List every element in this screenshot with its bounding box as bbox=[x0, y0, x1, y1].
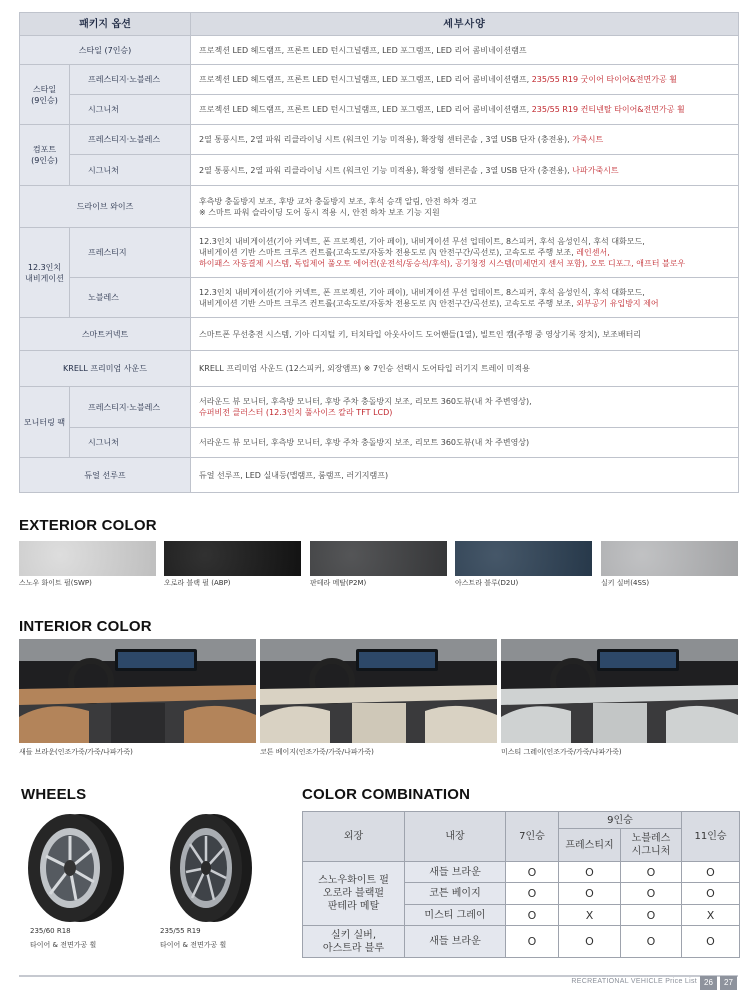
combo-mark: O bbox=[506, 926, 559, 958]
combo-mark: O bbox=[621, 926, 682, 958]
interior-image-misty-gray bbox=[501, 639, 738, 743]
wheel-18-size: 235/60 R18 bbox=[30, 927, 71, 935]
interior-image-cotton-beige bbox=[260, 639, 497, 743]
row-sunroof-detail: 듀얼 선루프, LED 실내등(맵램프, 룸램프, 러기지램프) bbox=[191, 458, 739, 493]
combo-mark: O bbox=[682, 883, 740, 905]
row-sunroof-label: 듀얼 선루프 bbox=[20, 458, 191, 493]
page-number-left: 26 bbox=[700, 976, 717, 990]
combo-mark: O bbox=[506, 905, 559, 926]
combo-header-prestige: 프레스티지 bbox=[559, 829, 621, 862]
interior-color-title: INTERIOR COLOR bbox=[19, 618, 152, 635]
combo-mark: O bbox=[559, 883, 621, 905]
row-monitor-sig-detail: 서라운드 뷰 모니터, 후측방 모니터, 후방 주차 충돌방지 보조, 리모트 360도뷰(내 차 주변영상) bbox=[191, 428, 739, 458]
row-monitor-pres-detail: 서라운드 뷰 모니터, 후측방 모니터, 후방 주차 충돌방지 보조, 리모트 360도뷰(내 차 주변영상), 슈퍼비전 클러스터 (12.3인치 풀사이즈 칼라 TFT LCD) bbox=[191, 387, 739, 428]
combo-header-noblesse-signature: 노블레스 시그니처 bbox=[621, 829, 682, 862]
swatch-snow-white-pearl bbox=[19, 541, 156, 576]
package-options-table bbox=[19, 12, 738, 493]
color-combination-table bbox=[302, 811, 740, 958]
row-style-9-pres-detail: 프로젝션 LED 헤드램프, 프론트 LED 턴시그널램프, LED 포그램프, LED 리어 콤비네이션램프, 235/55 R19 굿이어 타이어&전면가공 휠 bbox=[191, 65, 739, 95]
combo-interior: 코튼 베이지 bbox=[405, 883, 506, 905]
row-navi-nob-detail: 12.3인치 내비게이션(기아 커넥트, 폰 프로젝션, 기아 페이), 내비게이션 무선 업데이트, 8스피커, 후석 음성인식, 후석 대화모드, 내비게이션 기반 스마트 크루즈 컨트롤(고속도로/자동차 전용도로 內 안전구간/곡선로), 고속도로 주행 보조, 외부공기 유입방지 제어 bbox=[191, 278, 739, 318]
row-monitor-sig-label: 시그니처 bbox=[70, 428, 191, 458]
wheel-19-desc: 타이어 & 전면가공 휠 bbox=[160, 941, 227, 949]
row-drivewise-detail: 후측방 충돌방지 보조, 후방 교차 충돌방지 보조, 후석 승객 알림, 안전 하차 경고 ※ 스마트 파워 슬라이딩 도어 동시 적용 시, 안전 하차 보조 기능 지원 bbox=[191, 186, 739, 228]
combo-mark: O bbox=[621, 862, 682, 883]
combo-interior: 새들 브라운 bbox=[405, 862, 506, 883]
interior-label: 코튼 베이지(인조가죽/가죽/나파가죽) bbox=[260, 748, 374, 756]
combo-exterior-group-1: 스노우화이트 펄 오로라 블랙펄 판테라 메탈 bbox=[303, 862, 405, 926]
combo-header-9seat: 9인승 bbox=[559, 812, 682, 829]
combo-mark: O bbox=[621, 883, 682, 905]
wheel-19-size: 235/55 R19 bbox=[160, 927, 201, 935]
row-smartconnect-label: 스마트커넥트 bbox=[20, 318, 191, 351]
combo-mark: O bbox=[559, 862, 621, 883]
combo-header-interior: 내장 bbox=[405, 812, 506, 862]
combo-mark: O bbox=[559, 926, 621, 958]
row-style-7-detail: 프로젝션 LED 헤드램프, 프론트 LED 턴시그널램프, LED 포그램프, LED 리어 콤비네이션램프 bbox=[191, 36, 739, 65]
row-krell-label: KRELL 프리미엄 사운드 bbox=[20, 351, 191, 387]
row-style-9-sig-label: 시그니처 bbox=[70, 95, 191, 125]
row-style-9-pres-label: 프레스티지·노블레스 bbox=[70, 65, 191, 95]
combo-mark: X bbox=[682, 905, 740, 926]
interior-label: 새들 브라운(인조가죽/가죽/나파가죽) bbox=[19, 748, 133, 756]
combo-header-11seat: 11인승 bbox=[682, 812, 740, 862]
footer-title: RECREATIONAL VEHICLE Price List bbox=[571, 978, 697, 985]
row-smartconnect-detail: 스마트폰 무선충전 시스템, 기아 디지털 키, 터치타입 아웃사이드 도어핸들(1열), 빌트인 캠(주행 중 영상기록 장치), 보조배터리 bbox=[191, 318, 739, 351]
row-style-7-label: 스타일 (7인승) bbox=[20, 36, 191, 65]
row-monitor-pres-label: 프레스티지·노블레스 bbox=[70, 387, 191, 428]
page-number-right: 27 bbox=[720, 976, 737, 990]
combo-header-exterior: 외장 bbox=[303, 812, 405, 862]
combo-interior: 새들 브라운 bbox=[405, 926, 506, 958]
combo-mark: O bbox=[506, 883, 559, 905]
combo-header-7seat: 7인승 bbox=[506, 812, 559, 862]
row-comfort-9-pres-label: 프레스티지·노블레스 bbox=[70, 125, 191, 155]
row-navi-label: 12.3인치 내비게이션 bbox=[20, 228, 70, 318]
combo-mark: O bbox=[506, 862, 559, 883]
exterior-color-title: EXTERIOR COLOR bbox=[19, 517, 157, 534]
interior-image-saddle-brown bbox=[19, 639, 256, 743]
swatch-label: 오로라 블랙 펄 (ABP) bbox=[164, 579, 231, 587]
combo-mark: O bbox=[621, 905, 682, 926]
combo-exterior-group-2: 실키 실버, 아스트라 블루 bbox=[303, 926, 405, 958]
swatch-label: 아스트라 블루(D2U) bbox=[455, 579, 519, 587]
wheel-18-desc: 타이어 & 전면가공 휠 bbox=[30, 941, 97, 949]
swatch-astra-blue bbox=[455, 541, 592, 576]
swatch-silky-silver bbox=[601, 541, 738, 576]
row-drivewise-label: 드라이브 와이즈 bbox=[20, 186, 191, 228]
combo-mark: X bbox=[559, 905, 621, 926]
header-package-option: 패키지 옵션 bbox=[20, 13, 191, 36]
wheels-title: WHEELS bbox=[21, 786, 87, 803]
row-monitor-label: 모니터링 팩 bbox=[20, 387, 70, 458]
row-navi-pres-label: 프레스티지 bbox=[70, 228, 191, 278]
footer-divider bbox=[19, 975, 738, 977]
row-style-9-label: 스타일 (9인승) bbox=[20, 65, 70, 125]
row-comfort-9-sig-detail: 2열 통풍시트, 2열 파워 리클라이닝 시트 (워크인 기능 미적용), 확장형 센터콘솔 , 3열 USB 단자 (충전용), 나파가죽시트 bbox=[191, 155, 739, 186]
row-comfort-9-label: 컴포트 (9인승) bbox=[20, 125, 70, 186]
tire-18-image bbox=[24, 812, 128, 928]
tire-19-image bbox=[164, 812, 254, 928]
combo-interior: 미스티 그레이 bbox=[405, 905, 506, 926]
row-style-9-sig-detail: 프로젝션 LED 헤드램프, 프론트 LED 턴시그널램프, LED 포그램프, LED 리어 콤비네이션램프, 235/55 R19 컨티넨탈 타이어&전면가공 휠 bbox=[191, 95, 739, 125]
row-navi-pres-detail: 12.3인치 내비게이션(기아 커넥트, 폰 프로젝션, 기아 페이), 내비게이션 무선 업데이트, 8스피커, 후석 음성인식, 후석 대화모드, 내비게이션 기반 스마트 크루즈 컨트롤(고속도로/자동차 전용도로 內 안전구간/곡선로), 고속도로 주행 보조, 레인센서, 하이패스 자동결제 시스템, 독립제어 풀오토 에어컨(운전석/동승석/후석), 공기청정 시스템(미세먼지 센서 포함), 오토 디포그, 애프터 블로우 bbox=[191, 228, 739, 278]
interior-label: 미스티 그레이(인조가죽/가죽/나파가죽) bbox=[501, 748, 622, 756]
row-comfort-9-sig-label: 시그니처 bbox=[70, 155, 191, 186]
row-comfort-9-pres-detail: 2열 통풍시트, 2열 파워 리클라이닝 시트 (워크인 기능 미적용), 확장형 센터콘솔 , 3열 USB 단자 (충전용), 가죽시트 bbox=[191, 125, 739, 155]
swatch-aurora-black-pearl bbox=[164, 541, 301, 576]
swatch-label: 판테라 메탈(P2M) bbox=[310, 579, 367, 587]
combo-mark: O bbox=[682, 926, 740, 958]
swatch-label: 실키 실버(4SS) bbox=[601, 579, 650, 587]
header-detail-spec: 세부사양 bbox=[191, 13, 739, 36]
combo-mark: O bbox=[682, 862, 740, 883]
row-krell-detail: KRELL 프리미엄 사운드 (12스피커, 외장앰프) ※ 7인승 선택시 도어타입 러기지 트레이 미적용 bbox=[191, 351, 739, 387]
row-navi-nob-label: 노블레스 bbox=[70, 278, 191, 318]
swatch-panthera-metal bbox=[310, 541, 447, 576]
color-combination-title: COLOR COMBINATION bbox=[302, 786, 471, 803]
swatch-label: 스노우 화이트 펄(SWP) bbox=[19, 579, 92, 587]
